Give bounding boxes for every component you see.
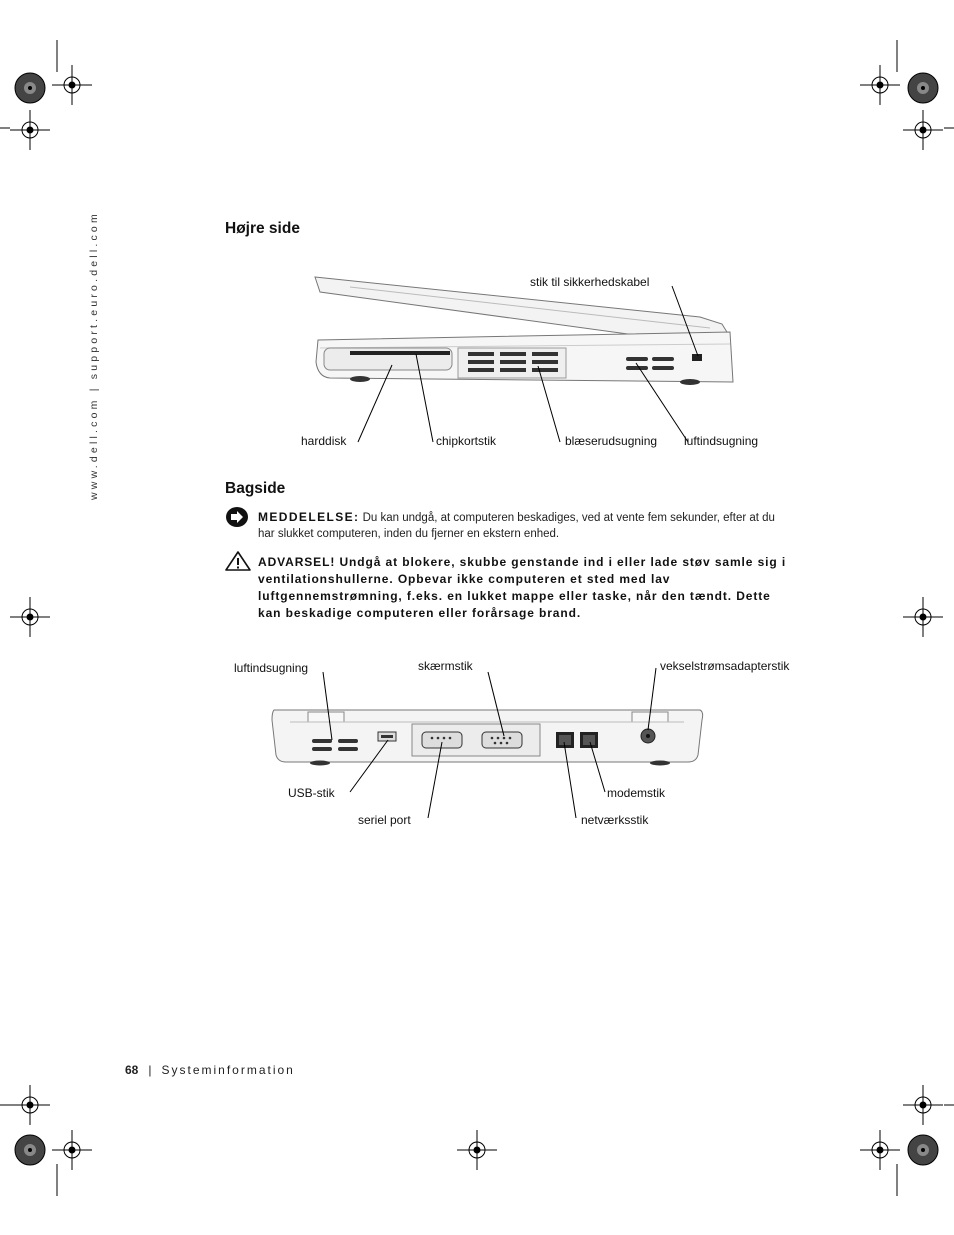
back-side-heading: Bagside: [225, 480, 286, 497]
back-side-illustration: [260, 660, 720, 840]
footer-separator: |: [148, 1063, 152, 1077]
callout-back-air-intake: luftindsugning: [234, 661, 309, 675]
starburst-mark: [15, 73, 45, 103]
callout-modem: modemstik: [607, 786, 666, 800]
notice-text: Du kan undgå, at computeren beskadiges, ved at vente fem sekunder, efter at du har slukket computeren, inden du fjerner en ekstern enhed.: [258, 512, 775, 540]
warning-triangle-icon: [224, 550, 252, 572]
notice-block: [258, 509, 778, 542]
callout-network: netværksstik: [581, 813, 649, 827]
right-side-illustration: [290, 262, 770, 462]
warning-text: ADVARSEL! Undgå at blokere, skubbe genstande ind i eller lade støv samle sig i ventilationshullerne. Opbevar ikke computeren et sted med lav luftgennemstrømning, f.eks. en lukket mappe eller taske, når den tændt. Dette kan beskadige computeren eller forårsage brand.: [258, 555, 787, 620]
callout-display-connector: skærmstik: [418, 659, 473, 673]
callout-smart-card: chipkortstik: [436, 434, 497, 448]
callout-serial-port: seriel port: [358, 813, 411, 827]
callout-security-cable: stik til sikkerhedskabel: [530, 275, 650, 289]
notice-label: MEDDELELSE:: [258, 510, 360, 524]
notice-arrow-icon: [225, 506, 249, 528]
page-number: 68: [125, 1063, 139, 1077]
sidebar-url: www.dell.com | support.euro.dell.com: [88, 211, 100, 500]
callout-ac-adapter: vekselstrømsadapterstik: [660, 659, 790, 673]
callout-air-intake: luftindsugning: [684, 434, 759, 448]
callout-fan-exhaust: blæserudsugning: [565, 434, 658, 448]
right-side-heading: Højre side: [225, 220, 300, 237]
callout-usb: USB-stik: [288, 786, 335, 800]
footer-section-title: Systeminformation: [161, 1063, 295, 1077]
page-footer: [125, 1063, 295, 1077]
callout-hard-drive: harddisk: [301, 434, 347, 448]
